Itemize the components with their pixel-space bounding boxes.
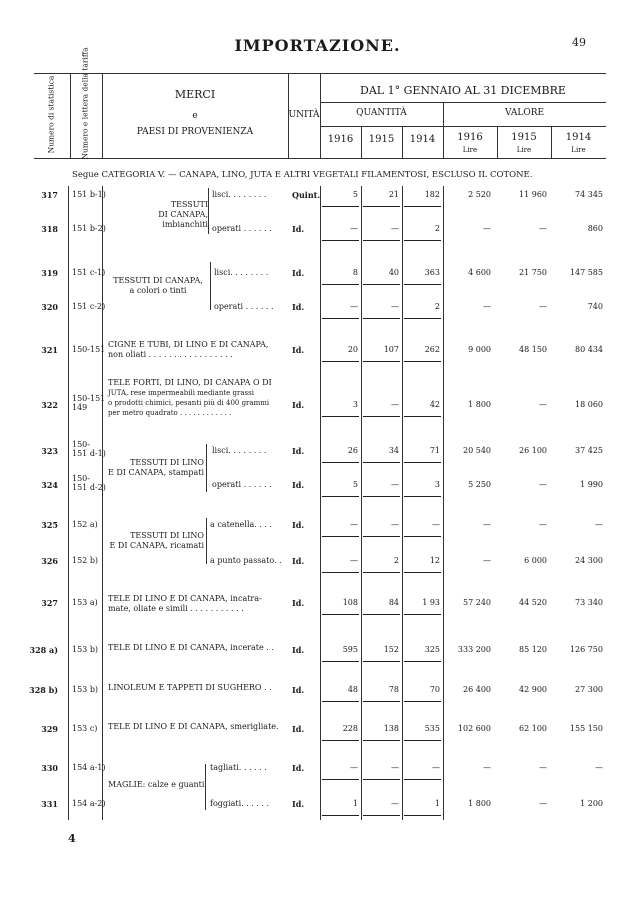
column-rule [404, 416, 441, 417]
merci-e: e [192, 111, 198, 121]
value-1914: 1 200 [580, 799, 603, 808]
column-rule [363, 701, 400, 702]
column-rule [363, 572, 400, 573]
group-desc-line: mate, oliate e simili . . . . . . . . . . . [108, 604, 244, 613]
tariff-number: 151 d-1) [72, 449, 106, 458]
row-subtype: a catenella. . . . [210, 520, 273, 529]
qty-1915: — [391, 480, 399, 489]
column-rule [322, 318, 359, 319]
row-subtype: foggiati. . . . . . [210, 799, 270, 808]
unit: Id. [292, 268, 305, 278]
value-1916: — [483, 763, 491, 772]
value-1914: 80 434 [575, 345, 603, 354]
qty-1914: 2 [434, 224, 440, 233]
qty-1914: 1 93 [422, 598, 440, 607]
year-v-1914: 1914 [565, 132, 592, 143]
group-desc [108, 378, 290, 418]
value-1915: 85 120 [519, 645, 547, 654]
year-q-1916: 1916 [327, 134, 354, 145]
column-rule [404, 815, 441, 816]
column-rule [322, 361, 359, 362]
stat-number: 328 a) [29, 645, 58, 655]
row-subtype: operati . . . . . . [212, 480, 272, 489]
stat-number: 318 [41, 224, 58, 234]
qty-1914: — [432, 763, 440, 772]
column-rule [322, 614, 359, 615]
value-1914: 37 425 [575, 446, 603, 455]
tariff-number: 151 b-2) [72, 224, 106, 233]
unit: Id. [292, 400, 305, 410]
column-rule [363, 318, 400, 319]
group-desc-line: TESSUTI [170, 200, 208, 209]
column-rule [363, 361, 400, 362]
brace [210, 262, 211, 310]
tariff-number: 151 b-1) [72, 190, 106, 199]
body-col-rule [361, 186, 362, 820]
unit: Id. [292, 224, 305, 234]
stat-number: 325 [41, 520, 58, 530]
group-desc: TELE DI LINO E DI CANAPA, smerigliate. [108, 722, 279, 731]
stat-number: 319 [41, 268, 58, 278]
tariff-number: 150-151 [72, 394, 106, 403]
group-desc-line: per metro quadrato . . . . . . . . . . . . [108, 409, 232, 417]
body-col-rule [443, 186, 444, 820]
group-desc-line: CIGNE E TUBI, DI LINO E DI CANAPA, [108, 340, 269, 349]
lire-label: Lire [571, 146, 586, 154]
value-1915: 42 900 [519, 685, 547, 694]
tariff-number: 153 c) [72, 724, 98, 733]
value-1915: 48 150 [519, 345, 547, 354]
body-col-rule [402, 186, 403, 820]
unit: Id. [292, 724, 305, 734]
value-1914: 147 585 [569, 268, 603, 277]
unit: Quint. [292, 190, 321, 200]
qty-1915: — [391, 520, 399, 529]
value-1914: 27 300 [575, 685, 603, 694]
column-rule [363, 536, 400, 537]
group-desc-line: DI CANAPA, imbianchiti [158, 210, 208, 229]
column-rule [404, 740, 441, 741]
group-desc-line: non oliati . . . . . . . . . . . . . . . . . [108, 350, 233, 359]
value-1916: 57 240 [463, 598, 491, 607]
value-1915: — [539, 799, 547, 808]
qty-1916: 1 [352, 799, 358, 808]
qty-1916: — [350, 224, 358, 233]
value-1916: 9 000 [468, 345, 491, 354]
value-1915: — [539, 224, 547, 233]
column-rule [363, 661, 400, 662]
column-rule [404, 536, 441, 537]
column-rule [363, 779, 400, 780]
qty-1915: — [391, 799, 399, 808]
merci-sub: PAESI DI PROVENIENZA [136, 127, 254, 137]
group-desc [106, 458, 204, 478]
column-rule [363, 740, 400, 741]
qty-1916: — [350, 763, 358, 772]
footer-mark: 4 [68, 832, 76, 845]
value-1915: 11 960 [519, 190, 547, 199]
lire-label: Lire [516, 146, 532, 154]
qty-1915: 107 [383, 345, 399, 354]
stat-number: 323 [41, 446, 58, 456]
stat-number: 331 [41, 799, 58, 809]
unit: Id. [292, 685, 305, 695]
qty-1916: 108 [342, 598, 358, 607]
column-rule [404, 361, 441, 362]
unit: Id. [292, 645, 305, 655]
value-1914: 155 150 [569, 724, 603, 733]
header-divider [70, 73, 71, 158]
column-rule [404, 614, 441, 615]
row-subtype: operati . . . . . . [212, 224, 272, 233]
column-rule [322, 661, 359, 662]
page-title: IMPORTAZIONE. [234, 36, 401, 55]
qty-1914: 363 [424, 268, 440, 277]
column-rule [322, 815, 359, 816]
column-rule [363, 614, 400, 615]
stat-number: 324 [41, 480, 58, 490]
stat-number: 329 [41, 724, 58, 734]
column-rule [404, 462, 441, 463]
brace [205, 764, 206, 810]
value-1915: — [539, 302, 547, 311]
row-subtype: operati . . . . . . [214, 302, 274, 311]
qty-1914: 262 [424, 345, 440, 354]
group-desc-line: E DI CANAPA, ricamati [109, 541, 204, 550]
tariff-number: 154 a-2) [72, 799, 106, 808]
tariff-number: 150- [72, 474, 90, 483]
unita-header: UNITÀ [288, 110, 320, 120]
value-1914: 74 345 [575, 190, 603, 199]
value-1914: 740 [587, 302, 603, 311]
value-1916: — [483, 520, 491, 529]
value-1916: 26 400 [463, 685, 491, 694]
qty-1915: 2 [393, 556, 399, 565]
unit: Id. [292, 598, 305, 608]
group-desc-line: TESSUTI DI CANAPA, [113, 276, 203, 285]
qty-1914: — [432, 520, 440, 529]
value-1916: 4 600 [468, 268, 491, 277]
value-1916: 102 600 [457, 724, 491, 733]
value-1916: 20 540 [463, 446, 491, 455]
column-rule [322, 240, 359, 241]
value-1914: 126 750 [569, 645, 603, 654]
column-rule [322, 496, 359, 497]
stat-number: 317 [41, 190, 58, 200]
tariff-number: 150-151 [72, 345, 106, 354]
group-desc [108, 594, 290, 614]
value-1915: 26 100 [519, 446, 547, 455]
qty-1915: — [391, 763, 399, 772]
year-v-1915: 1915 [511, 132, 537, 143]
merci-header: MERCI [174, 88, 216, 101]
column-rule [404, 206, 441, 207]
value-1916: — [483, 302, 491, 311]
qty-1914: 3 [434, 480, 440, 489]
tariff-number: 153 b) [72, 645, 99, 654]
column-rule [322, 416, 359, 417]
stat-number: 330 [41, 763, 58, 773]
value-1916: 1 800 [468, 799, 491, 808]
column-rule [404, 284, 441, 285]
category-line: Segue CATEGORIA V. — CANAPA, LINO, JUTA E ALTRI VEGETALI FILAMENTOSI, ESCLUSO IL COTONE. [72, 170, 533, 180]
value-1916: 1 800 [468, 400, 491, 409]
qty-1916: 595 [342, 645, 358, 654]
column-rule [404, 572, 441, 573]
unit: Id. [292, 763, 305, 773]
qty-1914: 535 [424, 724, 440, 733]
qty-1914: 42 [429, 400, 440, 409]
qty-1916: 228 [342, 724, 358, 733]
group-desc [118, 200, 208, 230]
group-desc [108, 340, 288, 360]
header-bottom-rule [34, 158, 606, 159]
group-desc: LINOLEUM E TAPPETI DI SUGHERO . . [108, 683, 272, 692]
unit: Id. [292, 480, 305, 490]
tariff-number: 154 a-1) [72, 763, 106, 772]
year-q-1915: 1915 [368, 134, 395, 145]
qty-1914: 325 [424, 645, 440, 654]
column-rule [363, 240, 400, 241]
tariff-number: 151 c-1) [72, 268, 106, 277]
column-rule [363, 284, 400, 285]
unit: Id. [292, 556, 305, 566]
column-rule [322, 462, 359, 463]
tariff-number: 152 a) [72, 520, 98, 529]
col-statistica-header: Numero di statistica [46, 75, 56, 154]
stat-number: 326 [41, 556, 58, 566]
tariff-number: 153 b) [72, 685, 99, 694]
column-rule [322, 284, 359, 285]
row-subtype: lisci. . . . . . . . [212, 446, 267, 455]
column-rule [363, 416, 400, 417]
column-rule [363, 815, 400, 816]
qty-1914: 71 [429, 446, 440, 455]
column-rule [404, 318, 441, 319]
column-rule [322, 572, 359, 573]
value-1915: 21 750 [519, 268, 547, 277]
brace [206, 518, 207, 564]
qty-1916: 26 [347, 446, 358, 455]
row-subtype: a punto passato. . [210, 556, 282, 565]
column-rule [404, 240, 441, 241]
lire-label: Lire [462, 146, 478, 154]
value-1915: 62 100 [519, 724, 547, 733]
body-col-rule [102, 186, 103, 820]
qty-1916: 8 [352, 268, 358, 277]
value-1916: — [483, 224, 491, 233]
stat-number: 327 [41, 598, 58, 608]
value-1915: — [539, 400, 547, 409]
value-1914: 24 300 [575, 556, 603, 565]
qty-1914: 2 [434, 302, 440, 311]
value-1916: — [483, 556, 491, 565]
value-1915: — [539, 480, 547, 489]
qty-1915: — [391, 224, 399, 233]
unit: Id. [292, 799, 305, 809]
value-1914: — [595, 763, 603, 772]
stat-number: 320 [41, 302, 58, 312]
group-desc: TELE DI LINO E DI CANAPA, incerate . . [108, 643, 274, 652]
group-desc-line: E DI CANAPA, stampati [107, 468, 204, 477]
qty-1915: — [391, 400, 399, 409]
body-col-rule [320, 186, 321, 820]
header-divider [320, 126, 606, 127]
qty-1914: 12 [429, 556, 440, 565]
value-1914: 860 [587, 224, 603, 233]
qty-1916: 5 [352, 480, 358, 489]
group-desc-line: o prodotti chimici, pesanti più di 400 grammi [108, 399, 270, 407]
qty-1916: 3 [352, 400, 358, 409]
qty-1916: — [350, 556, 358, 565]
tariff-number: 151 d-2) [72, 483, 106, 492]
period-header: DAL 1° GENNAIO AL 31 DICEMBRE [360, 84, 566, 97]
value-1914: 73 340 [575, 598, 603, 607]
column-rule [404, 496, 441, 497]
value-1916: 333 200 [457, 645, 491, 654]
group-desc: MAGLIE: calze e guanti [108, 780, 205, 789]
row-subtype: lisci. . . . . . . . [212, 190, 267, 199]
group-desc-line: TESSUTI DI LINO [130, 531, 204, 540]
group-desc-line: TESSUTI DI LINO [130, 458, 204, 467]
column-rule [322, 536, 359, 537]
qty-1914: 70 [429, 685, 440, 694]
unit: Id. [292, 446, 305, 456]
qty-1915: — [391, 302, 399, 311]
year-q-1914: 1914 [409, 134, 436, 145]
tariff-number: 151 c-2) [72, 302, 106, 311]
group-desc-line: TELE DI LINO E DI CANAPA, incatra- [108, 594, 262, 603]
value-1915: 44 520 [519, 598, 547, 607]
qty-1915: 84 [388, 598, 399, 607]
value-1916: 5 250 [468, 480, 491, 489]
value-1914: — [595, 520, 603, 529]
column-rule [363, 496, 400, 497]
column-rule [404, 661, 441, 662]
qty-1915: 152 [383, 645, 399, 654]
column-rule [322, 701, 359, 702]
qty-1914: 182 [424, 190, 440, 199]
value-1915: — [539, 520, 547, 529]
tariff-number: 153 a) [72, 598, 98, 607]
qty-1916: 5 [352, 190, 358, 199]
group-desc-line: JUTA, rese impermeabili mediante grassi [108, 389, 254, 397]
stat-number: 321 [41, 345, 58, 355]
stat-number: 328 b) [29, 685, 58, 695]
row-subtype: lisci. . . . . . . . [214, 268, 269, 277]
valore-header: VALORE [504, 108, 545, 118]
qty-1916: 48 [347, 685, 358, 694]
year-v-1916: 1916 [457, 132, 483, 143]
qty-1916: — [350, 520, 358, 529]
unit: Id. [292, 302, 305, 312]
qty-1915: 78 [388, 685, 399, 694]
value-1915: — [539, 763, 547, 772]
page-number: 49 [572, 36, 586, 49]
row-subtype: tagliati. . . . . . [210, 763, 267, 772]
quantita-header: QUANTITÀ [356, 108, 407, 118]
column-rule [322, 740, 359, 741]
qty-1915: 40 [388, 268, 399, 277]
group-desc-line: TELE FORTI, DI LINO, DI CANAPA O DI [108, 378, 272, 387]
column-rule [363, 206, 400, 207]
qty-1915: 34 [388, 446, 399, 455]
value-1915: 6 000 [524, 556, 547, 565]
column-rule [322, 779, 359, 780]
value-1914: 18 060 [575, 400, 603, 409]
group-desc [106, 276, 210, 296]
header-divider [320, 102, 606, 103]
qty-1916: — [350, 302, 358, 311]
value-1916: 2 520 [468, 190, 491, 199]
col-tariffa-header: Numero e lettera della tariffa [80, 47, 90, 160]
unit: Id. [292, 345, 305, 355]
tariff-number: 150- [72, 440, 90, 449]
column-rule [404, 779, 441, 780]
value-1914: 1 990 [580, 480, 603, 489]
column-rule [322, 206, 359, 207]
tariff-number: 149 [72, 403, 88, 412]
stat-number: 322 [41, 400, 58, 410]
unit: Id. [292, 520, 305, 530]
column-rule [363, 462, 400, 463]
body-col-rule [68, 186, 69, 820]
brace [206, 444, 207, 492]
brace [208, 188, 209, 234]
column-rule [404, 701, 441, 702]
group-desc [106, 531, 204, 551]
tariff-number: 152 b) [72, 556, 99, 565]
qty-1915: 21 [388, 190, 399, 199]
qty-1916: 20 [347, 345, 358, 354]
qty-1914: 1 [434, 799, 440, 808]
group-desc-line: a colori o tinti [129, 286, 187, 295]
qty-1915: 138 [383, 724, 399, 733]
